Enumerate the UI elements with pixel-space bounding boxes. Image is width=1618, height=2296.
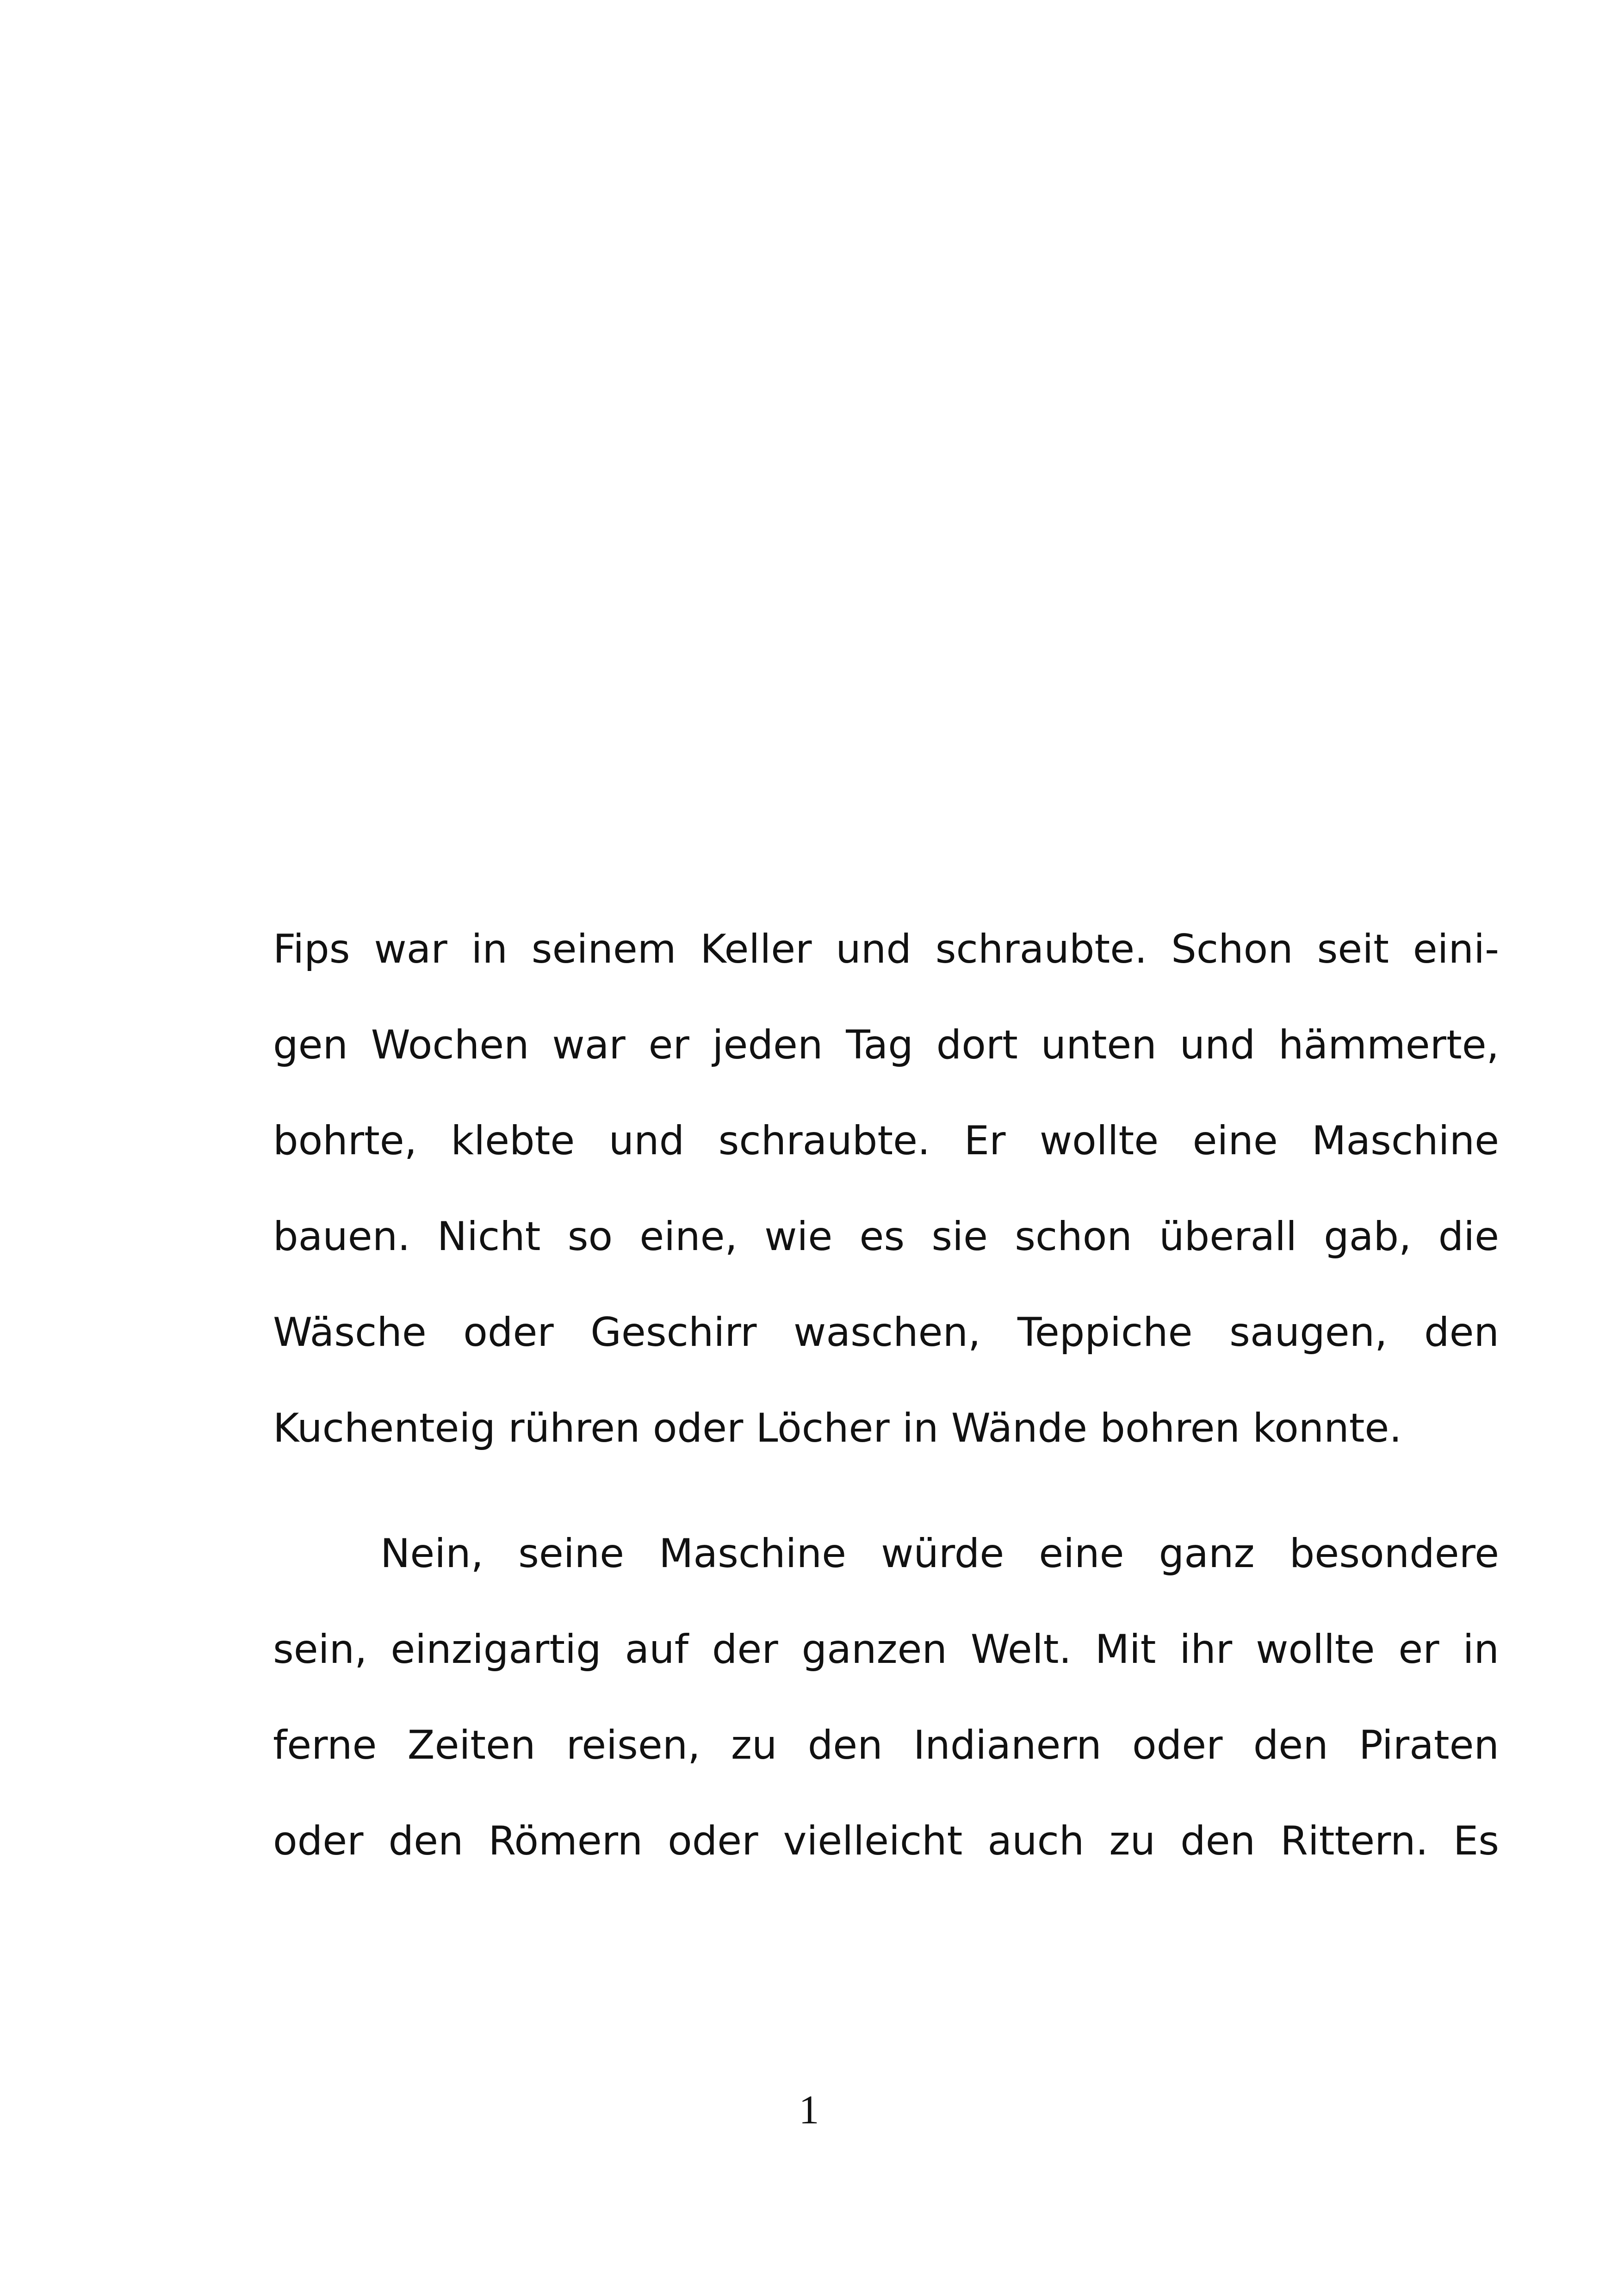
- text-line: Kuchenteig rühren oder Löcher in Wände bohren konnte.: [273, 1405, 1402, 1451]
- text-line: Wäsche oder Geschirr waschen, Teppiche saugen, den: [273, 1309, 1499, 1356]
- text-line: Nein, seine Maschine würde eine ganz besondere: [380, 1531, 1499, 1577]
- paragraph-2: [273, 1506, 1499, 1889]
- body-text: [273, 902, 1499, 1889]
- text-line: gen Wochen war er jeden Tag dort unten und hämmerte,: [273, 1022, 1499, 1068]
- text-line: bohrte, klebte und schraubte. Er wollte eine Maschine: [273, 1118, 1499, 1164]
- text-line: ferne Zeiten reisen, zu den Indianern oder den Piraten: [273, 1722, 1499, 1768]
- page-number: 1: [799, 2088, 819, 2133]
- text-line: Fips war in seinem Keller und schraubte. Schon seit eini-: [273, 926, 1499, 972]
- text-line: sein, einzigartig auf der ganzen Welt. Mit ihr wollte er in: [273, 1626, 1499, 1673]
- text-line: oder den Römern oder vielleicht auch zu den Rittern. Es: [273, 1818, 1499, 1864]
- paragraph-spacer: [273, 1476, 1499, 1506]
- paragraph-1: [273, 902, 1499, 1476]
- text-line: bauen. Nicht so eine, wie es sie schon überall gab, die: [273, 1213, 1499, 1260]
